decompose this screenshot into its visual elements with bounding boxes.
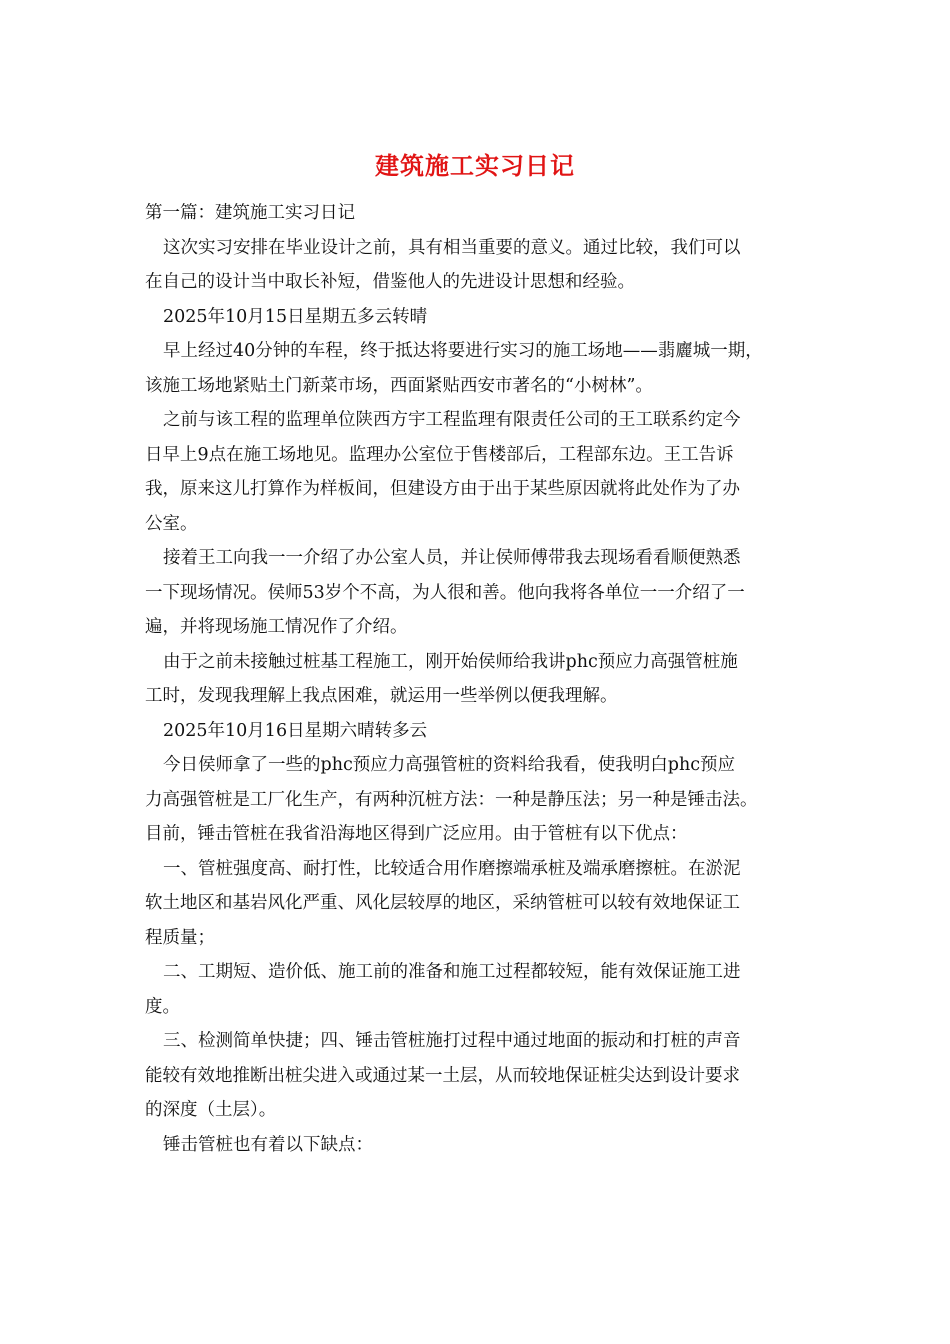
text-line: 由于之前未接触过桩基工程施工，刚开始侯师给我讲phc预应力高强管桩施 — [163, 651, 738, 672]
document-body — [145, 196, 810, 1162]
text-line: 锤击管桩也有着以下缺点： — [163, 1134, 373, 1155]
text-line: 程质量； — [145, 927, 215, 948]
text-line: 之前与该工程的监理单位陕西方宇工程监理有限责任公司的王工联系约定今 — [163, 410, 741, 430]
text-line: 今日侯师拿了一些的phc预应力高强管桩的资料给我看，使我明白phc预应 — [163, 755, 736, 775]
text-line: 该施工场地紧贴土门新菜市场，西面紧贴西安市著名的“小树林”。 — [145, 375, 653, 396]
text-line: 这次实习安排在毕业设计之前，具有相当重要的意义。通过比较，我们可以 — [163, 237, 741, 258]
text-line: 早上经过40分钟的车程，终于抵达将要进行实习的施工场地——翡廲城一期， — [163, 341, 763, 361]
text-line: 的深度（土层）。 — [145, 1100, 277, 1120]
text-line: 我，原来这儿打算作为样板间，但建设方由于出于某些原因就将此处作为了办 — [145, 479, 740, 499]
text-line: 接着王工向我一一介绍了办公室人员，并让侯师傅带我去现场看看顺便熟悉 — [163, 548, 741, 568]
text-line: 力高强管桩是工厂化生产，有两种沉桩方法：一种是静压法；另一种是锤击法。 — [145, 789, 758, 810]
text-line: 度。 — [145, 996, 180, 1017]
text-line: 软土地区和基岩风化严重、风化层较厚的地区，采纳管桩可以较有效地保证工 — [145, 893, 740, 913]
text-line: 二、工期短、造价低、施工前的准备和施工过程都较短，能有效保证施工进 — [163, 962, 741, 982]
text-line: 一下现场情况。侯师53岁个不高，为人很和善。他向我将各单位一一介绍了一 — [145, 582, 745, 603]
text-line: 日早上9点在施工场地见。监理办公室位于售楼部后，工程部东边。王工告诉 — [145, 444, 734, 465]
text-line: 工时，发现我理解上我点困难，就运用一些举例以便我理解。 — [145, 686, 618, 706]
text-line: 一、管桩强度高、耐打性，比较适合用作磨擦端承桩及端承磨擦桩。在淤泥 — [163, 858, 741, 879]
text-line: 遍，并将现场施工情况作了介绍。 — [145, 617, 408, 637]
text-line: 第一篇：建筑施工实习日记 — [145, 203, 355, 223]
document-title: 建筑施工实习日记 — [375, 151, 575, 180]
text-line: 2025年10月16日星期六晴转多云 — [163, 720, 428, 741]
text-line: 2025年10月15日星期五多云转晴 — [163, 306, 428, 327]
text-line: 目前，锤击管桩在我省沿海地区得到广泛应用。由于管桩有以下优点： — [145, 824, 688, 844]
text-line: 在自己的设计当中取长补短，借鉴他人的先进设计思想和经验。 — [145, 272, 635, 292]
text-line: 能较有效地推断出桩尖进入或通过某一土层，从而较地保证桩尖达到设计要求 — [145, 1065, 740, 1086]
text-line: 三、检测简单快捷；四、锤击管桩施打过程中通过地面的振动和打桩的声音 — [163, 1031, 741, 1051]
text-line: 公室。 — [145, 513, 198, 534]
